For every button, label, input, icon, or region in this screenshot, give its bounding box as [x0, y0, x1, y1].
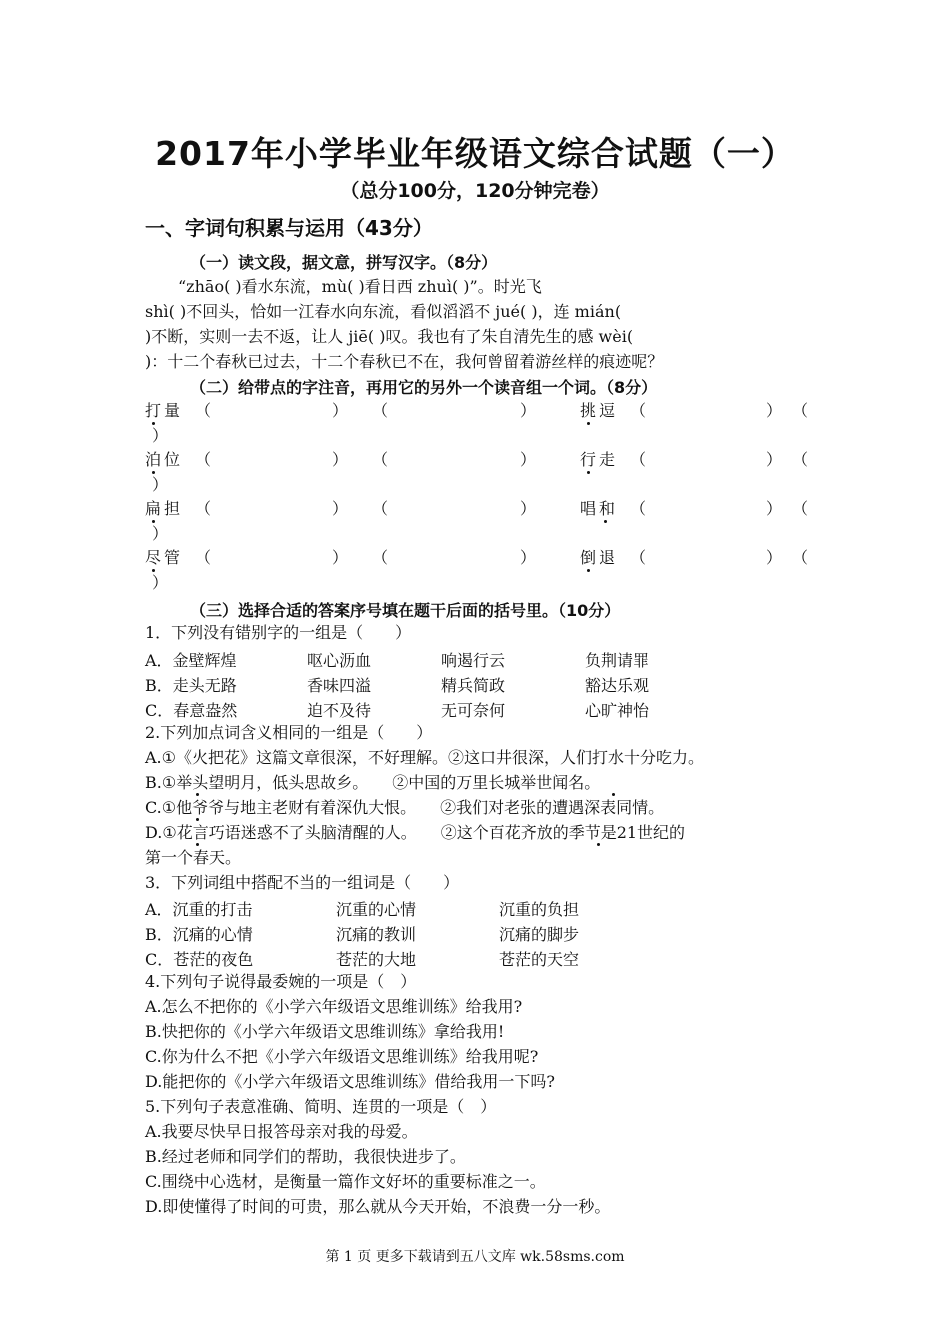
emphasis-dot	[587, 471, 590, 474]
emphasis-dot	[196, 843, 199, 846]
left-word: 打量	[145, 401, 184, 420]
emphasis-dot	[612, 793, 615, 796]
question-4: 4.下列句子说得最委婉的一项是（ ）	[145, 972, 417, 991]
emphasis-dot	[597, 843, 600, 846]
emphasis-dot	[604, 520, 607, 523]
emphasis-dot	[152, 422, 155, 425]
q2-option: B.①举头望明月，低头思故乡。 ②中国的万里长城举世闻名。	[145, 773, 601, 792]
right-word: 行走	[580, 450, 619, 469]
q5-option: B.经过老师和同学们的帮助，我很快进步了。	[145, 1147, 466, 1166]
exam-page: 2017年小学毕业年级语文综合试题（一） （总分100分，120分钟完卷） 一、字词句积累与运用（43分） （一）读文段，据文意，拼写汉字。（8分） “zhāo( )看水东流，mù( )看日西 zhuì( )”。时光飞 shì( )不回头，恰如一江春水向东流，看似滔滔不 jué( )，连 mián( )不断，实则一去不返，让人 jiē( )叹。我也有了朱自清先生的感 wèi( )：十二个春秋已过去，十二个春秋已不在，我何曾留着游丝样的痕迹呢？ （二）给带点的字注音，再用它的另外一个读音组一个词。（8分） 打量 （ ） （ ） 挑逗 （ ） （ ） 泊位 （ ） （ ） 行走 （ ） （ ） 扁担 （ ） （ ） 唱和 （ ） （ ） 尽管 （ ） （ ） 倒退 （ ） （ ） （三）选择合适的答案序号填在题干后面的括号里。（10分） 1．下列没有错别字的一组是（ ） A．金壁辉煌 呕心沥血 响遏行云 负荆请罪 B．走头无路 香味四溢 精兵简政 豁达乐观 C．春意盎然 迫不及待 无可奈何 心旷神怡 2.下列加点词含义相同的一组是（ ） A.①《火把花》这篇文章很深，不好理解。②这口井很深，人们打水十分吃力。 B.①举头望明月，低头思故乡。 ②中国的万里长城举世闻名。 C.①他爷爷与地主老财有着深仇大恨。 ②我们对老张的遭遇深表同情。 D.①花言巧语迷惑不了头脑清醒的人。 ②这个百花齐放的季节是21世纪的 第一个春天。 3．下列词组中搭配不当的一组词是（ ） A．沉重的打击 沉重的心情 沉重的负担 B．沉痛的心情 沉痛的教训 沉痛的脚步 C．苍茫的夜色 苍茫的大地 苍茫的天空 4.下列句子说得最委婉的一项是（ ） A.怎么不把你的《小学六年级语文思维训练》给我用? B.快把你的《小学六年级语文思维训练》拿给我用! C.你为什么不把《小学六年级语文思维训练》给我用呢? D.能把你的《小学六年级语文思维训练》借给我用一下吗? 5.下列句子表意准确、简明、连贯的一项是（ ） A.我要尽快早日报答母亲对我的母爱。 B.经过老师和同学们的帮助，我很快进步了。 C.围绕中心选材，是衡量一篇作文好坏的重要标准之一。 D.即使懂得了时间的可贵，那么就从今天开始，不浪费一分一秒。 第 1 页 更多下载请到五八文库 wk.58sms.com	[0, 0, 950, 1344]
q4-option: C.你为什么不把《小学六年级语文思维训练》给我用呢?	[145, 1047, 539, 1066]
q2-option: A.①《火把花》这篇文章很深，不好理解。②这口井很深，人们打水十分吃力。	[145, 748, 704, 767]
part1-line: “zhāo( )看水东流，mù( )看日西 zhuì( )”。时光飞	[178, 277, 542, 296]
q4-option: D.能把你的《小学六年级语文思维训练》借给我用一下吗?	[145, 1072, 555, 1091]
part1-line: )不断，实则一去不返，让人 jiē( )叹。我也有了朱自清先生的感 wèi(	[145, 327, 634, 346]
left-word: 尽管	[145, 548, 184, 567]
question-5: 5.下列句子表意准确、简明、连贯的一项是（ ）	[145, 1097, 497, 1116]
question-2: 2.下列加点词含义相同的一组是（ ）	[145, 723, 433, 742]
page-subtitle: （总分100分，120分钟完卷）	[340, 180, 610, 202]
q5-option: A.我要尽快早日报答母亲对我的母爱。	[145, 1122, 418, 1141]
emphasis-dot	[152, 471, 155, 474]
right-word: 唱和	[580, 499, 619, 518]
right-word: 倒退	[580, 548, 619, 567]
q2-option: D.①花言巧语迷惑不了头脑清醒的人。 ②这个百花齐放的季节是21世纪的	[145, 823, 686, 842]
part1-line: )：十二个春秋已过去，十二个春秋已不在，我何曾留着游丝样的痕迹呢？	[145, 352, 664, 371]
emphasis-dot	[587, 569, 590, 572]
page-title: 2017年小学毕业年级语文综合试题（一）	[155, 134, 795, 173]
q5-option: D.即使懂得了时间的可贵，那么就从今天开始，不浪费一分一秒。	[145, 1197, 611, 1216]
page-footer: 第 1 页 更多下载请到五八文库 wk.58sms.com	[325, 1249, 625, 1265]
q5-option: C.围绕中心选材，是衡量一篇作文好坏的重要标准之一。	[145, 1172, 546, 1191]
q2-option: C.①他爷爷与地主老财有着深仇大恨。 ②我们对老张的遭遇深表同情。	[145, 798, 665, 817]
emphasis-dot	[196, 793, 199, 796]
emphasis-dot	[587, 422, 590, 425]
left-word: 泊位	[145, 450, 184, 469]
part2-heading: （二）给带点的字注音，再用它的另外一个读音组一个词。（8分）	[190, 378, 658, 397]
question-1: 1．下列没有错别字的一组是（ ）	[145, 623, 412, 642]
part3-heading: （三）选择合适的答案序号填在题干后面的括号里。（10分）	[190, 601, 621, 620]
section-heading: 一、字词句积累与运用（43分）	[145, 216, 433, 240]
right-word: 挑逗	[580, 401, 619, 420]
q4-option: A.怎么不把你的《小学六年级语文思维训练》给我用?	[145, 997, 523, 1016]
part1-line: shì( )不回头，恰如一江春水向东流，看似滔滔不 jué( )，连 mián(	[145, 302, 622, 321]
emphasis-dot	[152, 569, 155, 572]
emphasis-dot	[152, 520, 155, 523]
q4-option: B.快把你的《小学六年级语文思维训练》拿给我用!	[145, 1022, 505, 1041]
question-3: 3．下列词组中搭配不当的一组词是（ ）	[145, 873, 460, 892]
emphasis-dot	[196, 818, 199, 821]
part1-heading: （一）读文段，据文意，拼写汉字。（8分）	[190, 253, 498, 272]
q2-option: 第一个春天。	[145, 848, 242, 867]
left-word: 扁担	[145, 499, 184, 518]
